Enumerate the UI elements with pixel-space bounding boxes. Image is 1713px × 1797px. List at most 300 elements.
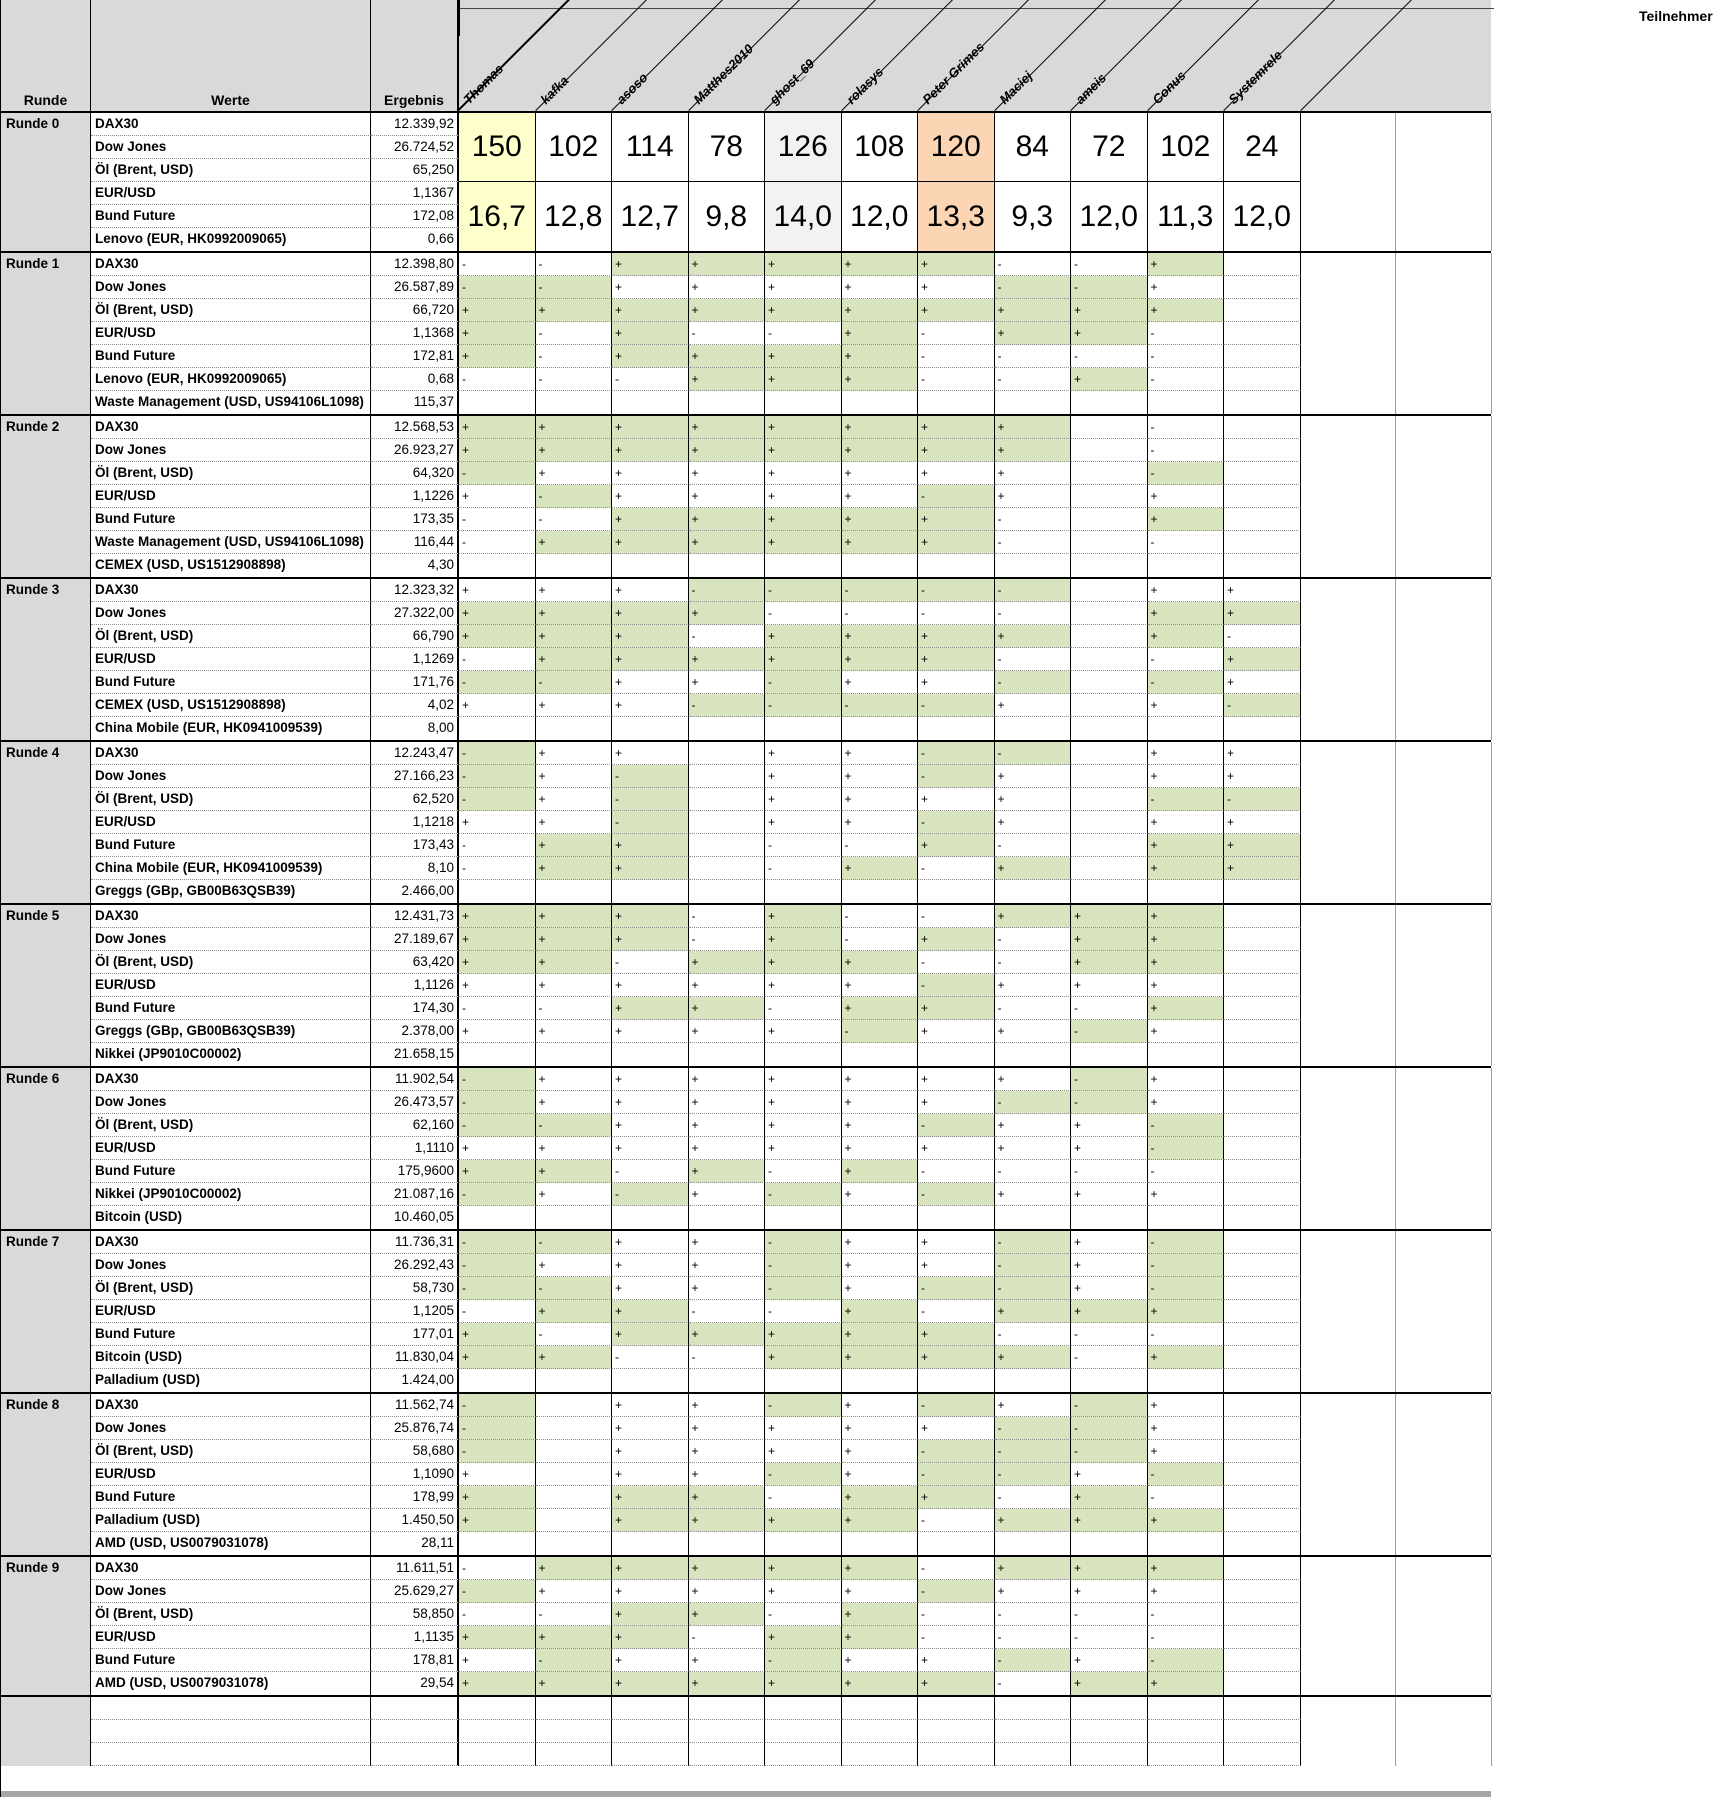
prediction-cell[interactable]: - [1071,1440,1148,1463]
prediction-cell[interactable]: - [918,1557,995,1580]
total-score-cell[interactable]: 102 [1148,113,1225,182]
prediction-cell[interactable] [918,1720,995,1743]
prediction-cell[interactable] [1224,322,1301,345]
prediction-cell[interactable] [1224,368,1301,391]
prediction-cell[interactable]: + [1148,834,1225,857]
round-label-cell[interactable]: Runde 9 [1,1557,91,1695]
ergebnis-cell[interactable]: 11.830,04 [371,1346,459,1369]
prediction-cell[interactable] [1224,1417,1301,1440]
prediction-cell[interactable]: + [459,1672,536,1695]
prediction-cell[interactable]: - [459,1254,536,1277]
prediction-cell[interactable] [918,1043,995,1066]
prediction-cell[interactable]: + [765,905,842,928]
prediction-cell[interactable]: - [918,1183,995,1206]
prediction-cell[interactable]: + [536,462,613,485]
prediction-cell[interactable]: + [536,416,613,439]
prediction-cell[interactable] [995,1369,1072,1392]
prediction-cell[interactable]: + [765,531,842,554]
prediction-cell[interactable]: + [689,1486,766,1509]
prediction-cell[interactable]: + [995,1509,1072,1532]
prediction-cell[interactable]: + [1071,299,1148,322]
prediction-cell[interactable] [612,717,689,740]
prediction-cell[interactable]: + [1148,694,1225,717]
prediction-cell[interactable]: + [1071,1254,1148,1277]
prediction-cell[interactable]: + [1148,765,1225,788]
prediction-cell[interactable]: + [612,1394,689,1417]
prediction-cell[interactable]: + [765,508,842,531]
prediction-cell[interactable]: + [612,1486,689,1509]
prediction-cell[interactable] [1071,554,1148,577]
prediction-cell[interactable]: - [536,1603,613,1626]
prediction-cell[interactable]: - [995,253,1072,276]
werte-cell[interactable]: China Mobile (EUR, HK0941009539) [91,857,371,880]
prediction-cell[interactable]: - [1071,1626,1148,1649]
prediction-cell[interactable] [995,1720,1072,1743]
prediction-cell[interactable]: + [765,1580,842,1603]
ergebnis-cell[interactable]: 1,1110 [371,1137,459,1160]
ergebnis-cell[interactable]: 4,30 [371,554,459,577]
prediction-cell[interactable]: + [689,1417,766,1440]
prediction-cell[interactable]: + [612,742,689,765]
prediction-cell[interactable]: + [536,788,613,811]
ergebnis-cell[interactable]: 26.923,27 [371,439,459,462]
prediction-cell[interactable] [1224,1346,1301,1369]
prediction-cell[interactable]: + [689,462,766,485]
prediction-cell[interactable] [1071,1743,1148,1766]
prediction-cell[interactable]: + [1148,299,1225,322]
total-score-cell[interactable]: 126 [765,113,842,182]
prediction-cell[interactable]: - [612,811,689,834]
prediction-cell[interactable]: - [1148,1277,1225,1300]
prediction-cell[interactable]: + [765,1137,842,1160]
werte-cell[interactable]: EUR/USD [91,974,371,997]
prediction-cell[interactable]: + [1148,997,1225,1020]
prediction-cell[interactable]: + [689,1254,766,1277]
werte-cell[interactable]: Greggs (GBp, GB00B63QSB39) [91,880,371,903]
werte-cell[interactable]: Bitcoin (USD) [91,1206,371,1229]
prediction-cell[interactable]: - [918,974,995,997]
prediction-cell[interactable]: + [995,1137,1072,1160]
prediction-cell[interactable]: - [459,276,536,299]
prediction-cell[interactable]: - [765,1231,842,1254]
prediction-cell[interactable] [459,391,536,414]
prediction-cell[interactable] [536,880,613,903]
werte-cell[interactable]: Dow Jones [91,1417,371,1440]
werte-cell[interactable] [91,1720,371,1743]
ergebnis-cell[interactable]: 12.243,47 [371,742,459,765]
total-score-cell[interactable]: 72 [1071,113,1148,182]
ergebnis-cell[interactable]: 58,730 [371,1277,459,1300]
prediction-cell[interactable]: - [1148,1649,1225,1672]
prediction-cell[interactable]: + [612,671,689,694]
prediction-cell[interactable]: + [1148,1672,1225,1695]
prediction-cell[interactable]: - [1148,1626,1225,1649]
prediction-cell[interactable]: + [765,811,842,834]
prediction-cell[interactable] [689,391,766,414]
prediction-cell[interactable]: + [765,648,842,671]
prediction-cell[interactable]: - [918,1160,995,1183]
prediction-cell[interactable]: + [612,1626,689,1649]
prediction-cell[interactable] [1148,1206,1225,1229]
prediction-cell[interactable] [842,1720,919,1743]
prediction-cell[interactable]: + [842,1068,919,1091]
prediction-cell[interactable] [995,391,1072,414]
prediction-cell[interactable]: + [536,1183,613,1206]
prediction-cell[interactable]: + [918,1672,995,1695]
ergebnis-cell[interactable]: 1,1090 [371,1463,459,1486]
prediction-cell[interactable]: - [995,1649,1072,1672]
prediction-cell[interactable]: - [995,997,1072,1020]
prediction-cell[interactable] [689,1720,766,1743]
prediction-cell[interactable]: - [918,602,995,625]
total-score-cell[interactable]: 120 [918,113,995,182]
prediction-cell[interactable]: + [689,974,766,997]
prediction-cell[interactable] [612,1532,689,1555]
prediction-cell[interactable] [842,1369,919,1392]
ergebnis-cell[interactable]: 1.450,50 [371,1509,459,1532]
prediction-cell[interactable]: + [842,857,919,880]
prediction-cell[interactable]: - [459,857,536,880]
prediction-cell[interactable]: - [1148,671,1225,694]
prediction-cell[interactable]: + [1071,1486,1148,1509]
prediction-cell[interactable]: + [1148,1440,1225,1463]
prediction-cell[interactable]: - [1148,1486,1225,1509]
prediction-cell[interactable]: + [765,1417,842,1440]
prediction-cell[interactable]: + [689,1091,766,1114]
prediction-cell[interactable]: + [995,765,1072,788]
prediction-cell[interactable]: + [536,1068,613,1091]
prediction-cell[interactable]: + [1224,857,1301,880]
prediction-cell[interactable] [1224,997,1301,1020]
prediction-cell[interactable]: + [459,811,536,834]
prediction-cell[interactable]: + [765,1557,842,1580]
prediction-cell[interactable]: + [612,974,689,997]
prediction-cell[interactable] [765,1532,842,1555]
prediction-cell[interactable]: + [689,485,766,508]
prediction-cell[interactable] [842,1043,919,1066]
ergebnis-cell[interactable]: 4,02 [371,694,459,717]
prediction-cell[interactable]: - [842,1020,919,1043]
prediction-cell[interactable] [689,765,766,788]
prediction-cell[interactable]: + [842,1137,919,1160]
prediction-cell[interactable]: + [842,1323,919,1346]
ergebnis-cell[interactable]: 8,00 [371,717,459,740]
prediction-cell[interactable]: + [612,1672,689,1695]
prediction-cell[interactable]: + [689,531,766,554]
prediction-cell[interactable]: + [536,974,613,997]
prediction-cell[interactable] [459,1697,536,1720]
prediction-cell[interactable]: + [995,1346,1072,1369]
prediction-cell[interactable]: - [765,1183,842,1206]
ergebnis-cell[interactable] [371,1720,459,1743]
prediction-cell[interactable]: + [995,694,1072,717]
prediction-cell[interactable] [1224,1323,1301,1346]
prediction-cell[interactable]: + [459,1020,536,1043]
prediction-cell[interactable] [1071,1720,1148,1743]
prediction-cell[interactable]: - [995,648,1072,671]
werte-cell[interactable]: Dow Jones [91,928,371,951]
prediction-cell[interactable]: + [918,1231,995,1254]
ergebnis-cell[interactable]: 1,1218 [371,811,459,834]
prediction-cell[interactable]: - [995,1626,1072,1649]
prediction-cell[interactable] [1224,439,1301,462]
prediction-cell[interactable]: - [459,788,536,811]
werte-cell[interactable]: Bund Future [91,345,371,368]
prediction-cell[interactable]: + [765,765,842,788]
prediction-cell[interactable]: - [995,368,1072,391]
average-score-cell[interactable]: 9,8 [689,182,766,251]
prediction-cell[interactable]: + [842,1440,919,1463]
prediction-cell[interactable] [765,391,842,414]
ergebnis-cell[interactable]: 58,850 [371,1603,459,1626]
prediction-cell[interactable]: + [995,1183,1072,1206]
ergebnis-cell[interactable]: 25.629,27 [371,1580,459,1603]
prediction-cell[interactable]: + [995,974,1072,997]
prediction-cell[interactable]: + [918,625,995,648]
prediction-cell[interactable]: + [842,299,919,322]
prediction-cell[interactable] [1224,1697,1301,1720]
werte-cell[interactable]: Öl (Brent, USD) [91,788,371,811]
prediction-cell[interactable]: + [1071,1463,1148,1486]
prediction-cell[interactable]: - [536,1277,613,1300]
prediction-cell[interactable] [842,1206,919,1229]
prediction-cell[interactable] [1224,1277,1301,1300]
prediction-cell[interactable] [536,1743,613,1766]
prediction-cell[interactable] [1071,462,1148,485]
prediction-cell[interactable]: + [612,253,689,276]
ergebnis-cell[interactable]: 26.587,89 [371,276,459,299]
prediction-cell[interactable]: + [842,765,919,788]
prediction-cell[interactable] [536,1440,613,1463]
prediction-cell[interactable] [1224,531,1301,554]
prediction-cell[interactable]: + [842,485,919,508]
prediction-cell[interactable]: + [918,834,995,857]
prediction-cell[interactable]: + [1071,1277,1148,1300]
prediction-cell[interactable]: + [536,531,613,554]
prediction-cell[interactable]: - [918,579,995,602]
prediction-cell[interactable]: + [918,648,995,671]
total-score-cell[interactable]: 108 [842,113,919,182]
prediction-cell[interactable]: + [842,1509,919,1532]
prediction-cell[interactable]: + [1148,1557,1225,1580]
prediction-cell[interactable]: + [1148,1068,1225,1091]
prediction-cell[interactable] [1224,253,1301,276]
prediction-cell[interactable]: + [1148,508,1225,531]
prediction-cell[interactable]: - [459,671,536,694]
prediction-cell[interactable]: + [995,1300,1072,1323]
werte-cell[interactable]: DAX30 [91,113,371,136]
prediction-cell[interactable]: + [842,1114,919,1137]
prediction-cell[interactable]: + [842,508,919,531]
ergebnis-cell[interactable]: 58,680 [371,1440,459,1463]
prediction-cell[interactable]: + [918,1323,995,1346]
prediction-cell[interactable]: - [765,1300,842,1323]
ergebnis-cell[interactable]: 10.460,05 [371,1206,459,1229]
round-label-cell[interactable]: Runde 3 [1,579,91,740]
prediction-cell[interactable]: + [765,1672,842,1695]
werte-cell[interactable]: Bund Future [91,1649,371,1672]
prediction-cell[interactable] [1224,1672,1301,1695]
prediction-cell[interactable] [1148,391,1225,414]
prediction-cell[interactable] [1071,811,1148,834]
prediction-cell[interactable]: + [765,1068,842,1091]
prediction-cell[interactable]: + [536,579,613,602]
prediction-cell[interactable]: + [1071,368,1148,391]
prediction-cell[interactable]: + [995,1557,1072,1580]
prediction-cell[interactable]: - [1071,1346,1148,1369]
prediction-cell[interactable]: - [995,531,1072,554]
prediction-cell[interactable]: + [995,462,1072,485]
prediction-cell[interactable]: + [689,508,766,531]
prediction-cell[interactable]: + [612,1603,689,1626]
prediction-cell[interactable] [1071,391,1148,414]
prediction-cell[interactable]: + [1148,1346,1225,1369]
ergebnis-cell[interactable]: 62,520 [371,788,459,811]
prediction-cell[interactable]: - [1148,1137,1225,1160]
prediction-cell[interactable]: + [842,1346,919,1369]
prediction-cell[interactable]: + [842,811,919,834]
prediction-cell[interactable]: - [459,1114,536,1137]
prediction-cell[interactable] [1224,1020,1301,1043]
prediction-cell[interactable]: - [995,1254,1072,1277]
prediction-cell[interactable] [1224,391,1301,414]
ergebnis-cell[interactable]: 0,68 [371,368,459,391]
werte-cell[interactable]: Dow Jones [91,765,371,788]
prediction-cell[interactable]: + [459,1509,536,1532]
werte-cell[interactable]: Öl (Brent, USD) [91,299,371,322]
prediction-cell[interactable] [459,880,536,903]
prediction-cell[interactable]: - [918,857,995,880]
prediction-cell[interactable]: + [612,531,689,554]
prediction-cell[interactable]: - [765,1160,842,1183]
werte-cell[interactable]: Dow Jones [91,1091,371,1114]
prediction-cell[interactable]: - [1148,1463,1225,1486]
prediction-cell[interactable]: - [765,1394,842,1417]
prediction-cell[interactable]: + [1071,1649,1148,1672]
ergebnis-cell[interactable]: 21.658,15 [371,1043,459,1066]
prediction-cell[interactable] [1071,602,1148,625]
prediction-cell[interactable] [1224,1603,1301,1626]
prediction-cell[interactable]: - [1224,625,1301,648]
prediction-cell[interactable]: + [918,416,995,439]
prediction-cell[interactable]: + [612,1509,689,1532]
prediction-cell[interactable]: + [612,1091,689,1114]
prediction-cell[interactable] [459,1369,536,1392]
prediction-cell[interactable]: - [842,602,919,625]
prediction-cell[interactable] [1224,1160,1301,1183]
prediction-cell[interactable]: + [918,531,995,554]
prediction-cell[interactable] [765,1697,842,1720]
prediction-cell[interactable]: + [612,1231,689,1254]
prediction-cell[interactable]: + [612,485,689,508]
prediction-cell[interactable]: - [995,1672,1072,1695]
prediction-cell[interactable]: + [459,485,536,508]
prediction-cell[interactable]: - [1071,276,1148,299]
average-score-cell[interactable]: 12,0 [1071,182,1148,251]
prediction-cell[interactable]: + [918,1417,995,1440]
prediction-cell[interactable]: + [459,1463,536,1486]
average-score-cell[interactable]: 12,0 [1224,182,1301,251]
prediction-cell[interactable]: - [842,928,919,951]
werte-cell[interactable]: Dow Jones [91,1254,371,1277]
prediction-cell[interactable]: - [918,1440,995,1463]
prediction-cell[interactable] [1224,1626,1301,1649]
werte-cell[interactable]: Dow Jones [91,602,371,625]
prediction-cell[interactable]: - [459,1091,536,1114]
prediction-cell[interactable]: + [1071,1137,1148,1160]
werte-cell[interactable]: EUR/USD [91,182,371,205]
prediction-cell[interactable]: - [765,834,842,857]
werte-cell[interactable]: AMD (USD, US0079031078) [91,1672,371,1695]
prediction-cell[interactable]: + [1148,1020,1225,1043]
werte-cell[interactable]: DAX30 [91,1231,371,1254]
prediction-cell[interactable] [536,1043,613,1066]
prediction-cell[interactable] [1071,1043,1148,1066]
prediction-cell[interactable] [1224,1137,1301,1160]
prediction-cell[interactable]: + [612,1020,689,1043]
prediction-cell[interactable]: + [765,1626,842,1649]
ergebnis-cell[interactable]: 1.424,00 [371,1369,459,1392]
werte-cell[interactable]: Lenovo (EUR, HK0992009065) [91,228,371,251]
prediction-cell[interactable]: - [1148,439,1225,462]
werte-cell[interactable]: Dow Jones [91,439,371,462]
prediction-cell[interactable]: - [536,671,613,694]
werte-cell[interactable]: DAX30 [91,1394,371,1417]
prediction-cell[interactable] [995,554,1072,577]
prediction-cell[interactable]: - [918,1626,995,1649]
prediction-cell[interactable]: + [918,253,995,276]
prediction-cell[interactable]: + [689,1137,766,1160]
prediction-cell[interactable]: - [1224,788,1301,811]
prediction-cell[interactable]: + [918,1346,995,1369]
ergebnis-cell[interactable]: 1,1205 [371,1300,459,1323]
prediction-cell[interactable]: - [765,997,842,1020]
prediction-cell[interactable]: - [1148,1323,1225,1346]
prediction-cell[interactable]: - [765,694,842,717]
prediction-cell[interactable] [918,1743,995,1766]
prediction-cell[interactable]: + [612,1440,689,1463]
total-score-cell[interactable]: 102 [536,113,613,182]
prediction-cell[interactable]: + [1148,253,1225,276]
prediction-cell[interactable]: + [765,416,842,439]
prediction-cell[interactable]: + [765,1020,842,1043]
prediction-cell[interactable] [765,554,842,577]
prediction-cell[interactable]: + [536,765,613,788]
prediction-cell[interactable]: + [918,1486,995,1509]
prediction-cell[interactable] [1224,1486,1301,1509]
prediction-cell[interactable] [842,880,919,903]
ergebnis-cell[interactable]: 26.473,57 [371,1091,459,1114]
prediction-cell[interactable]: + [1224,579,1301,602]
prediction-cell[interactable]: + [459,928,536,951]
werte-cell[interactable]: Öl (Brent, USD) [91,1277,371,1300]
werte-cell[interactable]: CEMEX (USD, US1512908898) [91,694,371,717]
prediction-cell[interactable]: + [459,694,536,717]
ergebnis-cell[interactable]: 171,76 [371,671,459,694]
prediction-cell[interactable] [1071,531,1148,554]
prediction-cell[interactable] [842,554,919,577]
prediction-cell[interactable]: + [765,368,842,391]
prediction-cell[interactable] [918,717,995,740]
prediction-cell[interactable] [536,1697,613,1720]
prediction-cell[interactable]: + [1148,974,1225,997]
prediction-cell[interactable]: + [1148,1394,1225,1417]
prediction-cell[interactable] [459,554,536,577]
prediction-cell[interactable]: + [1148,951,1225,974]
prediction-cell[interactable]: - [459,1417,536,1440]
prediction-cell[interactable]: - [918,1277,995,1300]
total-score-cell[interactable]: 78 [689,113,766,182]
